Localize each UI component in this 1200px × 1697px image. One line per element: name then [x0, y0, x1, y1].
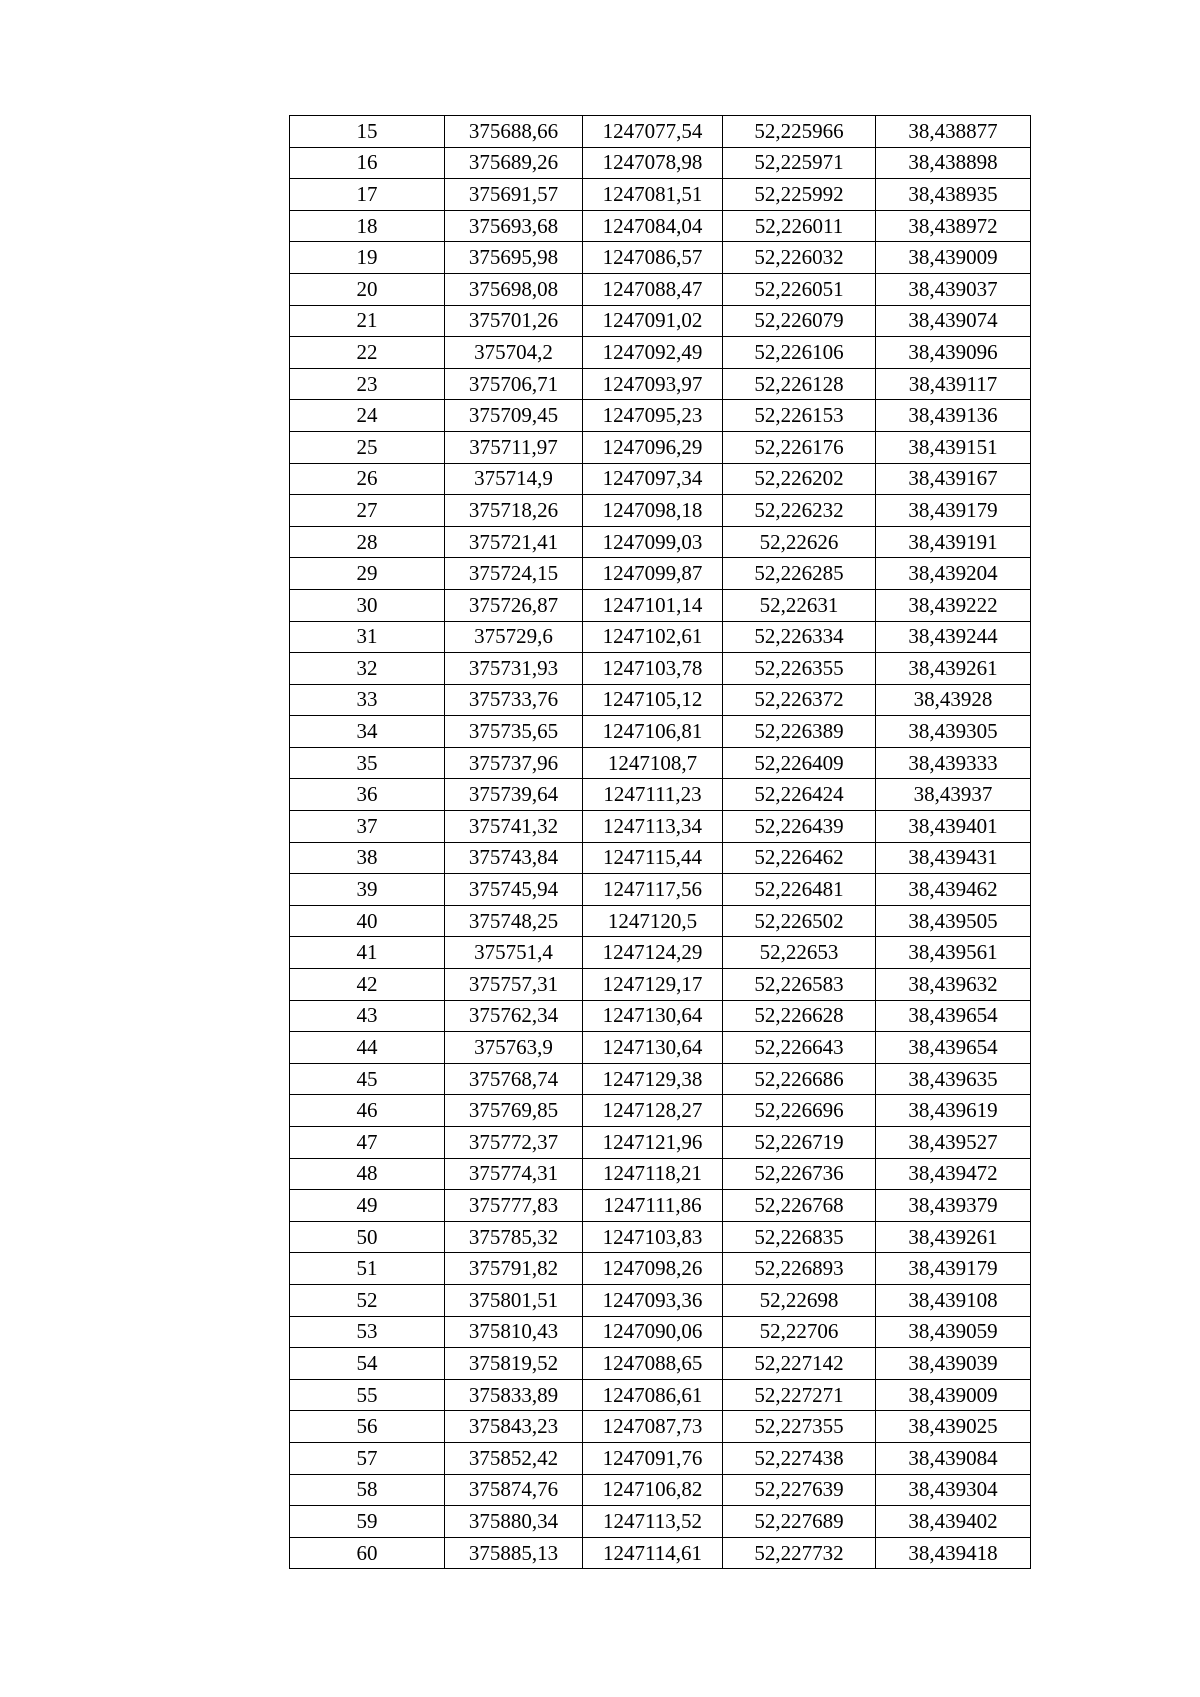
longitude-cell: 38,439333 [876, 747, 1031, 779]
x-coordinate-cell: 375735,65 [445, 716, 583, 748]
longitude-cell: 38,439304 [876, 1474, 1031, 1506]
point-number-cell: 44 [290, 1032, 445, 1064]
y-coordinate-cell: 1247091,02 [583, 305, 723, 337]
longitude-cell: 38,439009 [876, 242, 1031, 274]
table-row [290, 747, 1031, 779]
x-coordinate-cell: 375701,26 [445, 305, 583, 337]
latitude-cell: 52,226502 [723, 905, 876, 937]
x-coordinate-cell: 375724,15 [445, 558, 583, 590]
x-coordinate-cell: 375745,94 [445, 874, 583, 906]
x-coordinate-cell: 375718,26 [445, 495, 583, 527]
point-number-cell: 27 [290, 495, 445, 527]
x-coordinate-cell: 375688,66 [445, 116, 583, 148]
latitude-cell: 52,226389 [723, 716, 876, 748]
y-coordinate-cell: 1247114,61 [583, 1537, 723, 1569]
y-coordinate-cell: 1247130,64 [583, 1032, 723, 1064]
latitude-cell: 52,225971 [723, 147, 876, 179]
y-coordinate-cell: 1247095,23 [583, 400, 723, 432]
y-coordinate-cell: 1247098,26 [583, 1253, 723, 1285]
y-coordinate-cell: 1247105,12 [583, 684, 723, 716]
y-coordinate-cell: 1247108,7 [583, 747, 723, 779]
table-row [290, 1158, 1031, 1190]
point-number-cell: 58 [290, 1474, 445, 1506]
x-coordinate-cell: 375714,9 [445, 463, 583, 495]
point-number-cell: 42 [290, 969, 445, 1001]
table-row [290, 1063, 1031, 1095]
point-number-cell: 59 [290, 1506, 445, 1538]
table-row [290, 1316, 1031, 1348]
longitude-cell: 38,438898 [876, 147, 1031, 179]
point-number-cell: 46 [290, 1095, 445, 1127]
longitude-cell: 38,439418 [876, 1537, 1031, 1569]
point-number-cell: 24 [290, 400, 445, 432]
table-row [290, 969, 1031, 1001]
latitude-cell: 52,226355 [723, 653, 876, 685]
point-number-cell: 18 [290, 210, 445, 242]
table-row [290, 1032, 1031, 1064]
point-number-cell: 48 [290, 1158, 445, 1190]
x-coordinate-cell: 375693,68 [445, 210, 583, 242]
x-coordinate-cell: 375791,82 [445, 1253, 583, 1285]
longitude-cell: 38,43928 [876, 684, 1031, 716]
x-coordinate-cell: 375731,93 [445, 653, 583, 685]
point-number-cell: 20 [290, 273, 445, 305]
latitude-cell: 52,226202 [723, 463, 876, 495]
point-number-cell: 19 [290, 242, 445, 274]
longitude-cell: 38,439136 [876, 400, 1031, 432]
table-row [290, 1474, 1031, 1506]
point-number-cell: 37 [290, 811, 445, 843]
x-coordinate-cell: 375729,6 [445, 621, 583, 653]
latitude-cell: 52,226372 [723, 684, 876, 716]
longitude-cell: 38,439401 [876, 811, 1031, 843]
y-coordinate-cell: 1247081,51 [583, 179, 723, 211]
table-row [290, 937, 1031, 969]
table-row [290, 431, 1031, 463]
latitude-cell: 52,22653 [723, 937, 876, 969]
coordinates-table [289, 115, 1031, 1569]
latitude-cell: 52,226424 [723, 779, 876, 811]
y-coordinate-cell: 1247090,06 [583, 1316, 723, 1348]
y-coordinate-cell: 1247088,47 [583, 273, 723, 305]
table-row [290, 1411, 1031, 1443]
latitude-cell: 52,226285 [723, 558, 876, 590]
y-coordinate-cell: 1247124,29 [583, 937, 723, 969]
point-number-cell: 16 [290, 147, 445, 179]
y-coordinate-cell: 1247096,29 [583, 431, 723, 463]
longitude-cell: 38,439167 [876, 463, 1031, 495]
x-coordinate-cell: 375706,71 [445, 368, 583, 400]
latitude-cell: 52,22631 [723, 589, 876, 621]
longitude-cell: 38,439117 [876, 368, 1031, 400]
longitude-cell: 38,438935 [876, 179, 1031, 211]
table-row [290, 1253, 1031, 1285]
point-number-cell: 26 [290, 463, 445, 495]
y-coordinate-cell: 1247113,34 [583, 811, 723, 843]
x-coordinate-cell: 375721,41 [445, 526, 583, 558]
point-number-cell: 60 [290, 1537, 445, 1569]
longitude-cell: 38,439379 [876, 1190, 1031, 1222]
latitude-cell: 52,227355 [723, 1411, 876, 1443]
longitude-cell: 38,438877 [876, 116, 1031, 148]
point-number-cell: 28 [290, 526, 445, 558]
table-row [290, 273, 1031, 305]
table-row [290, 874, 1031, 906]
table-row [290, 1348, 1031, 1380]
y-coordinate-cell: 1247117,56 [583, 874, 723, 906]
x-coordinate-cell: 375874,76 [445, 1474, 583, 1506]
x-coordinate-cell: 375695,98 [445, 242, 583, 274]
y-coordinate-cell: 1247111,86 [583, 1190, 723, 1222]
latitude-cell: 52,22626 [723, 526, 876, 558]
y-coordinate-cell: 1247086,61 [583, 1379, 723, 1411]
y-coordinate-cell: 1247106,81 [583, 716, 723, 748]
point-number-cell: 51 [290, 1253, 445, 1285]
x-coordinate-cell: 375777,83 [445, 1190, 583, 1222]
x-coordinate-cell: 375801,51 [445, 1284, 583, 1316]
latitude-cell: 52,226628 [723, 1000, 876, 1032]
longitude-cell: 38,439654 [876, 1000, 1031, 1032]
y-coordinate-cell: 1247129,38 [583, 1063, 723, 1095]
longitude-cell: 38,439037 [876, 273, 1031, 305]
x-coordinate-cell: 375698,08 [445, 273, 583, 305]
y-coordinate-cell: 1247077,54 [583, 116, 723, 148]
point-number-cell: 30 [290, 589, 445, 621]
point-number-cell: 15 [290, 116, 445, 148]
longitude-cell: 38,439261 [876, 1221, 1031, 1253]
longitude-cell: 38,43937 [876, 779, 1031, 811]
latitude-cell: 52,226334 [723, 621, 876, 653]
y-coordinate-cell: 1247084,04 [583, 210, 723, 242]
table-row [290, 684, 1031, 716]
x-coordinate-cell: 375739,64 [445, 779, 583, 811]
latitude-cell: 52,226835 [723, 1221, 876, 1253]
latitude-cell: 52,226462 [723, 842, 876, 874]
point-number-cell: 17 [290, 179, 445, 211]
longitude-cell: 38,439074 [876, 305, 1031, 337]
y-coordinate-cell: 1247091,76 [583, 1442, 723, 1474]
table-row [290, 905, 1031, 937]
longitude-cell: 38,439108 [876, 1284, 1031, 1316]
table-row [290, 1379, 1031, 1411]
longitude-cell: 38,439084 [876, 1442, 1031, 1474]
longitude-cell: 38,439039 [876, 1348, 1031, 1380]
longitude-cell: 38,439561 [876, 937, 1031, 969]
point-number-cell: 33 [290, 684, 445, 716]
x-coordinate-cell: 375748,25 [445, 905, 583, 937]
y-coordinate-cell: 1247129,17 [583, 969, 723, 1001]
longitude-cell: 38,439222 [876, 589, 1031, 621]
x-coordinate-cell: 375689,26 [445, 147, 583, 179]
y-coordinate-cell: 1247120,5 [583, 905, 723, 937]
x-coordinate-cell: 375843,23 [445, 1411, 583, 1443]
table-row [290, 179, 1031, 211]
x-coordinate-cell: 375709,45 [445, 400, 583, 432]
latitude-cell: 52,226439 [723, 811, 876, 843]
table-row [290, 1095, 1031, 1127]
point-number-cell: 43 [290, 1000, 445, 1032]
point-number-cell: 21 [290, 305, 445, 337]
point-number-cell: 31 [290, 621, 445, 653]
table-row [290, 147, 1031, 179]
longitude-cell: 38,439009 [876, 1379, 1031, 1411]
latitude-cell: 52,226106 [723, 337, 876, 369]
y-coordinate-cell: 1247121,96 [583, 1127, 723, 1159]
table-row [290, 1000, 1031, 1032]
y-coordinate-cell: 1247099,87 [583, 558, 723, 590]
table-row [290, 210, 1031, 242]
longitude-cell: 38,439505 [876, 905, 1031, 937]
table-row [290, 1127, 1031, 1159]
x-coordinate-cell: 375757,31 [445, 969, 583, 1001]
y-coordinate-cell: 1247115,44 [583, 842, 723, 874]
point-number-cell: 39 [290, 874, 445, 906]
latitude-cell: 52,226736 [723, 1158, 876, 1190]
x-coordinate-cell: 375769,85 [445, 1095, 583, 1127]
y-coordinate-cell: 1247078,98 [583, 147, 723, 179]
x-coordinate-cell: 375743,84 [445, 842, 583, 874]
x-coordinate-cell: 375772,37 [445, 1127, 583, 1159]
longitude-cell: 38,439305 [876, 716, 1031, 748]
x-coordinate-cell: 375691,57 [445, 179, 583, 211]
point-number-cell: 36 [290, 779, 445, 811]
table-row [290, 558, 1031, 590]
y-coordinate-cell: 1247128,27 [583, 1095, 723, 1127]
latitude-cell: 52,226032 [723, 242, 876, 274]
table-row [290, 589, 1031, 621]
point-number-cell: 38 [290, 842, 445, 874]
table-row [290, 621, 1031, 653]
latitude-cell: 52,226176 [723, 431, 876, 463]
longitude-cell: 38,439654 [876, 1032, 1031, 1064]
latitude-cell: 52,226583 [723, 969, 876, 1001]
longitude-cell: 38,439244 [876, 621, 1031, 653]
x-coordinate-cell: 375852,42 [445, 1442, 583, 1474]
point-number-cell: 57 [290, 1442, 445, 1474]
y-coordinate-cell: 1247087,73 [583, 1411, 723, 1443]
latitude-cell: 52,226409 [723, 747, 876, 779]
table-row [290, 1190, 1031, 1222]
latitude-cell: 52,227732 [723, 1537, 876, 1569]
point-number-cell: 54 [290, 1348, 445, 1380]
longitude-cell: 38,439261 [876, 653, 1031, 685]
longitude-cell: 38,439472 [876, 1158, 1031, 1190]
longitude-cell: 38,439402 [876, 1506, 1031, 1538]
y-coordinate-cell: 1247103,83 [583, 1221, 723, 1253]
table-row [290, 811, 1031, 843]
x-coordinate-cell: 375737,96 [445, 747, 583, 779]
table-row [290, 1537, 1031, 1569]
x-coordinate-cell: 375774,31 [445, 1158, 583, 1190]
longitude-cell: 38,439619 [876, 1095, 1031, 1127]
x-coordinate-cell: 375768,74 [445, 1063, 583, 1095]
coordinates-table-body [290, 116, 1031, 1569]
point-number-cell: 41 [290, 937, 445, 969]
table-row [290, 526, 1031, 558]
longitude-cell: 38,439527 [876, 1127, 1031, 1159]
longitude-cell: 38,438972 [876, 210, 1031, 242]
latitude-cell: 52,226686 [723, 1063, 876, 1095]
y-coordinate-cell: 1247088,65 [583, 1348, 723, 1380]
point-number-cell: 29 [290, 558, 445, 590]
longitude-cell: 38,439431 [876, 842, 1031, 874]
y-coordinate-cell: 1247093,97 [583, 368, 723, 400]
y-coordinate-cell: 1247103,78 [583, 653, 723, 685]
latitude-cell: 52,225966 [723, 116, 876, 148]
x-coordinate-cell: 375833,89 [445, 1379, 583, 1411]
point-number-cell: 47 [290, 1127, 445, 1159]
table-row [290, 1506, 1031, 1538]
point-number-cell: 23 [290, 368, 445, 400]
x-coordinate-cell: 375810,43 [445, 1316, 583, 1348]
longitude-cell: 38,439635 [876, 1063, 1031, 1095]
latitude-cell: 52,226768 [723, 1190, 876, 1222]
longitude-cell: 38,439025 [876, 1411, 1031, 1443]
longitude-cell: 38,439096 [876, 337, 1031, 369]
longitude-cell: 38,439204 [876, 558, 1031, 590]
latitude-cell: 52,225992 [723, 179, 876, 211]
point-number-cell: 50 [290, 1221, 445, 1253]
x-coordinate-cell: 375711,97 [445, 431, 583, 463]
point-number-cell: 35 [290, 747, 445, 779]
table-row [290, 1284, 1031, 1316]
x-coordinate-cell: 375885,13 [445, 1537, 583, 1569]
latitude-cell: 52,227142 [723, 1348, 876, 1380]
latitude-cell: 52,226232 [723, 495, 876, 527]
y-coordinate-cell: 1247130,64 [583, 1000, 723, 1032]
longitude-cell: 38,439462 [876, 874, 1031, 906]
y-coordinate-cell: 1247086,57 [583, 242, 723, 274]
table-row [290, 842, 1031, 874]
table-row [290, 495, 1031, 527]
table-row [290, 400, 1031, 432]
point-number-cell: 52 [290, 1284, 445, 1316]
longitude-cell: 38,439632 [876, 969, 1031, 1001]
latitude-cell: 52,226128 [723, 368, 876, 400]
y-coordinate-cell: 1247106,82 [583, 1474, 723, 1506]
table-row [290, 242, 1031, 274]
latitude-cell: 52,226011 [723, 210, 876, 242]
latitude-cell: 52,226893 [723, 1253, 876, 1285]
latitude-cell: 52,226696 [723, 1095, 876, 1127]
table-row [290, 716, 1031, 748]
y-coordinate-cell: 1247093,36 [583, 1284, 723, 1316]
table-row [290, 305, 1031, 337]
x-coordinate-cell: 375733,76 [445, 684, 583, 716]
latitude-cell: 52,227639 [723, 1474, 876, 1506]
table-row [290, 653, 1031, 685]
y-coordinate-cell: 1247097,34 [583, 463, 723, 495]
latitude-cell: 52,22706 [723, 1316, 876, 1348]
point-number-cell: 40 [290, 905, 445, 937]
y-coordinate-cell: 1247118,21 [583, 1158, 723, 1190]
x-coordinate-cell: 375880,34 [445, 1506, 583, 1538]
latitude-cell: 52,227689 [723, 1506, 876, 1538]
table-row [290, 368, 1031, 400]
latitude-cell: 52,226153 [723, 400, 876, 432]
y-coordinate-cell: 1247099,03 [583, 526, 723, 558]
table-row [290, 1442, 1031, 1474]
y-coordinate-cell: 1247102,61 [583, 621, 723, 653]
x-coordinate-cell: 375704,2 [445, 337, 583, 369]
table-row [290, 337, 1031, 369]
longitude-cell: 38,439179 [876, 1253, 1031, 1285]
point-number-cell: 34 [290, 716, 445, 748]
x-coordinate-cell: 375785,32 [445, 1221, 583, 1253]
point-number-cell: 45 [290, 1063, 445, 1095]
latitude-cell: 52,226643 [723, 1032, 876, 1064]
latitude-cell: 52,22698 [723, 1284, 876, 1316]
point-number-cell: 53 [290, 1316, 445, 1348]
y-coordinate-cell: 1247098,18 [583, 495, 723, 527]
longitude-cell: 38,439179 [876, 495, 1031, 527]
table-row [290, 116, 1031, 148]
latitude-cell: 52,226481 [723, 874, 876, 906]
x-coordinate-cell: 375751,4 [445, 937, 583, 969]
table-row [290, 779, 1031, 811]
latitude-cell: 52,226051 [723, 273, 876, 305]
point-number-cell: 32 [290, 653, 445, 685]
x-coordinate-cell: 375762,34 [445, 1000, 583, 1032]
y-coordinate-cell: 1247113,52 [583, 1506, 723, 1538]
y-coordinate-cell: 1247092,49 [583, 337, 723, 369]
point-number-cell: 49 [290, 1190, 445, 1222]
latitude-cell: 52,226079 [723, 305, 876, 337]
latitude-cell: 52,227271 [723, 1379, 876, 1411]
y-coordinate-cell: 1247101,14 [583, 589, 723, 621]
longitude-cell: 38,439191 [876, 526, 1031, 558]
longitude-cell: 38,439151 [876, 431, 1031, 463]
latitude-cell: 52,226719 [723, 1127, 876, 1159]
x-coordinate-cell: 375726,87 [445, 589, 583, 621]
point-number-cell: 22 [290, 337, 445, 369]
table-row [290, 463, 1031, 495]
x-coordinate-cell: 375819,52 [445, 1348, 583, 1380]
y-coordinate-cell: 1247111,23 [583, 779, 723, 811]
point-number-cell: 55 [290, 1379, 445, 1411]
point-number-cell: 56 [290, 1411, 445, 1443]
x-coordinate-cell: 375741,32 [445, 811, 583, 843]
table-row [290, 1221, 1031, 1253]
x-coordinate-cell: 375763,9 [445, 1032, 583, 1064]
latitude-cell: 52,227438 [723, 1442, 876, 1474]
longitude-cell: 38,439059 [876, 1316, 1031, 1348]
point-number-cell: 25 [290, 431, 445, 463]
